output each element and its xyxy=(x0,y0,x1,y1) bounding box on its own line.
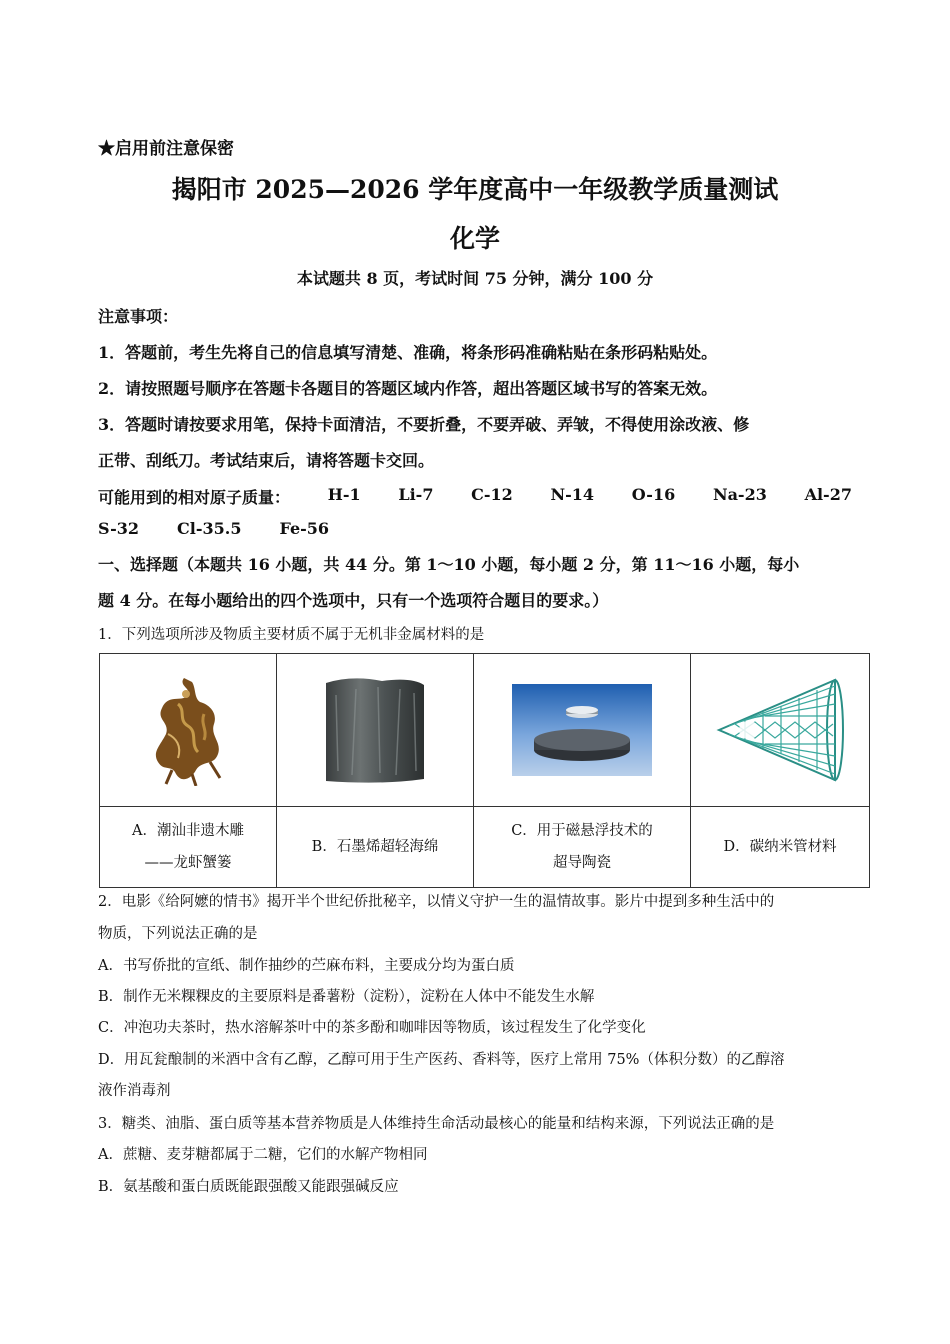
q2-stem-line-2: 物质，下列说法正确的是 xyxy=(98,926,258,942)
q1-options-table xyxy=(99,653,870,888)
q2-option-a: A．书写侨批的宣纸、制作抽纱的苎麻布料，主要成分均为蛋白质 xyxy=(98,958,515,974)
exam-info: 本试题共 8 页，考试时间 75 分钟，满分 100 分 xyxy=(296,269,654,288)
atomic-mass-o: O-16 xyxy=(631,485,676,504)
section-heading-line-1: 一、选择题（本题共 16 小题，共 44 分。第 1～10 小题，每小题 2 分，第 11～16 小题，每小 xyxy=(98,555,800,574)
atomic-mass-h: H-1 xyxy=(327,485,361,504)
q1-option-c-line1: C．用于磁悬浮技术的 xyxy=(511,823,653,839)
q1-option-b-line1: B．石墨烯超轻海绵 xyxy=(311,839,439,855)
notice-item-1: 1．答题前，考生先将自己的信息填写清楚、准确，将条形码准确粘贴在条形码粘贴处。 xyxy=(98,343,718,362)
exam-title: 揭阳市 2025—2026 学年度高中一年级教学质量测试 xyxy=(171,175,779,204)
notice-item-3-cont: 正带、刮纸刀。考试结束后，请将答题卡交回。 xyxy=(98,451,435,470)
notice-item-3: 3．答题时请按要求用笔，保持卡面清洁，不要折叠，不要弄破、弄皱，不得使用涂改液、修 xyxy=(98,415,750,434)
notice-item-2: 2．请按照题号顺序在答题卡各题目的答题区域内作答，超出答题区域书写的答案无效。 xyxy=(98,379,718,398)
q1-option-a-caption xyxy=(100,807,277,888)
q2-option-c: C．冲泡功夫茶时，热水溶解茶叶中的茶多酚和咖啡因等物质，该过程发生了化学变化 xyxy=(98,1020,646,1036)
atomic-mass-s: S-32 xyxy=(98,519,140,538)
q2-option-d-line-1: D．用瓦瓮酿制的米酒中含有乙醇，乙醇可用于生产医药、香料等，医疗上常用 75%（体积分数）的乙醇溶 xyxy=(98,1052,785,1068)
wood-carving-image xyxy=(148,674,228,786)
carbon-nanotube-image xyxy=(715,672,845,788)
q1-option-a-line1: A．潮汕非遗木雕 xyxy=(132,823,244,839)
q1-option-a-image-cell xyxy=(100,654,277,807)
q1-stem: 1．下列选项所涉及物质主要材质不属于无机非金属材料的是 xyxy=(98,627,485,643)
graphene-sponge-image xyxy=(322,675,428,785)
q2-option-d-line-2: 液作消毒剂 xyxy=(98,1083,171,1099)
atomic-mass-row-2 xyxy=(98,519,329,538)
q1-option-c-image-cell xyxy=(474,654,691,807)
section-heading-line-2: 题 4 分。在每小题给出的四个选项中，只有一个选项符合题目的要求。） xyxy=(98,591,609,610)
notice-heading: 注意事项： xyxy=(98,307,179,326)
atomic-mass-fe: Fe-56 xyxy=(279,519,330,538)
superconductor-ceramic-image xyxy=(512,684,652,776)
atomic-mass-na: Na-23 xyxy=(712,485,767,504)
q1-option-d-caption xyxy=(691,807,870,888)
atomic-mass-al: Al-27 xyxy=(804,485,852,504)
q1-option-b-caption xyxy=(277,807,474,888)
q3-option-a: A．蔗糖、麦芽糖都属于二糖，它们的水解产物相同 xyxy=(98,1147,428,1163)
atomic-mass-cl: Cl-35.5 xyxy=(177,519,242,538)
q1-option-d-line1: D．碳纳米管材料 xyxy=(723,839,837,855)
atomic-mass-label: 可能用到的相对原子质量： xyxy=(98,488,291,507)
subject-title: 化学 xyxy=(449,224,500,253)
q1-option-c-line2: 超导陶瓷 xyxy=(553,855,611,871)
q2-option-b: B．制作无米粿粿皮的主要原料是番薯粉（淀粉），淀粉在人体中不能发生水解 xyxy=(98,989,595,1005)
q1-option-b-image-cell xyxy=(277,654,474,807)
atomic-mass-row-1 xyxy=(98,485,852,508)
q2-stem-line-1: 2．电影《给阿嬷的情书》揭开半个世纪侨批秘辛，以情义守护一生的温情故事。影片中提到多种生活中的 xyxy=(98,894,775,910)
atomic-mass-n: N-14 xyxy=(550,485,595,504)
q1-option-d-image-cell xyxy=(691,654,870,807)
atomic-mass-li: Li-7 xyxy=(398,485,434,504)
q1-option-a-line2: ——龙虾蟹篓 xyxy=(144,855,232,871)
confidential-label: ★启用前注意保密 xyxy=(98,139,234,159)
q1-option-c-caption xyxy=(474,807,691,888)
atomic-mass-c: C-12 xyxy=(471,485,513,504)
q3-stem: 3．糖类、油脂、蛋白质等基本营养物质是人体维持生命活动最核心的能量和结构来源，下列说法正确的是 xyxy=(98,1116,775,1132)
q3-option-b: B．氨基酸和蛋白质既能跟强酸又能跟强碱反应 xyxy=(98,1179,399,1195)
